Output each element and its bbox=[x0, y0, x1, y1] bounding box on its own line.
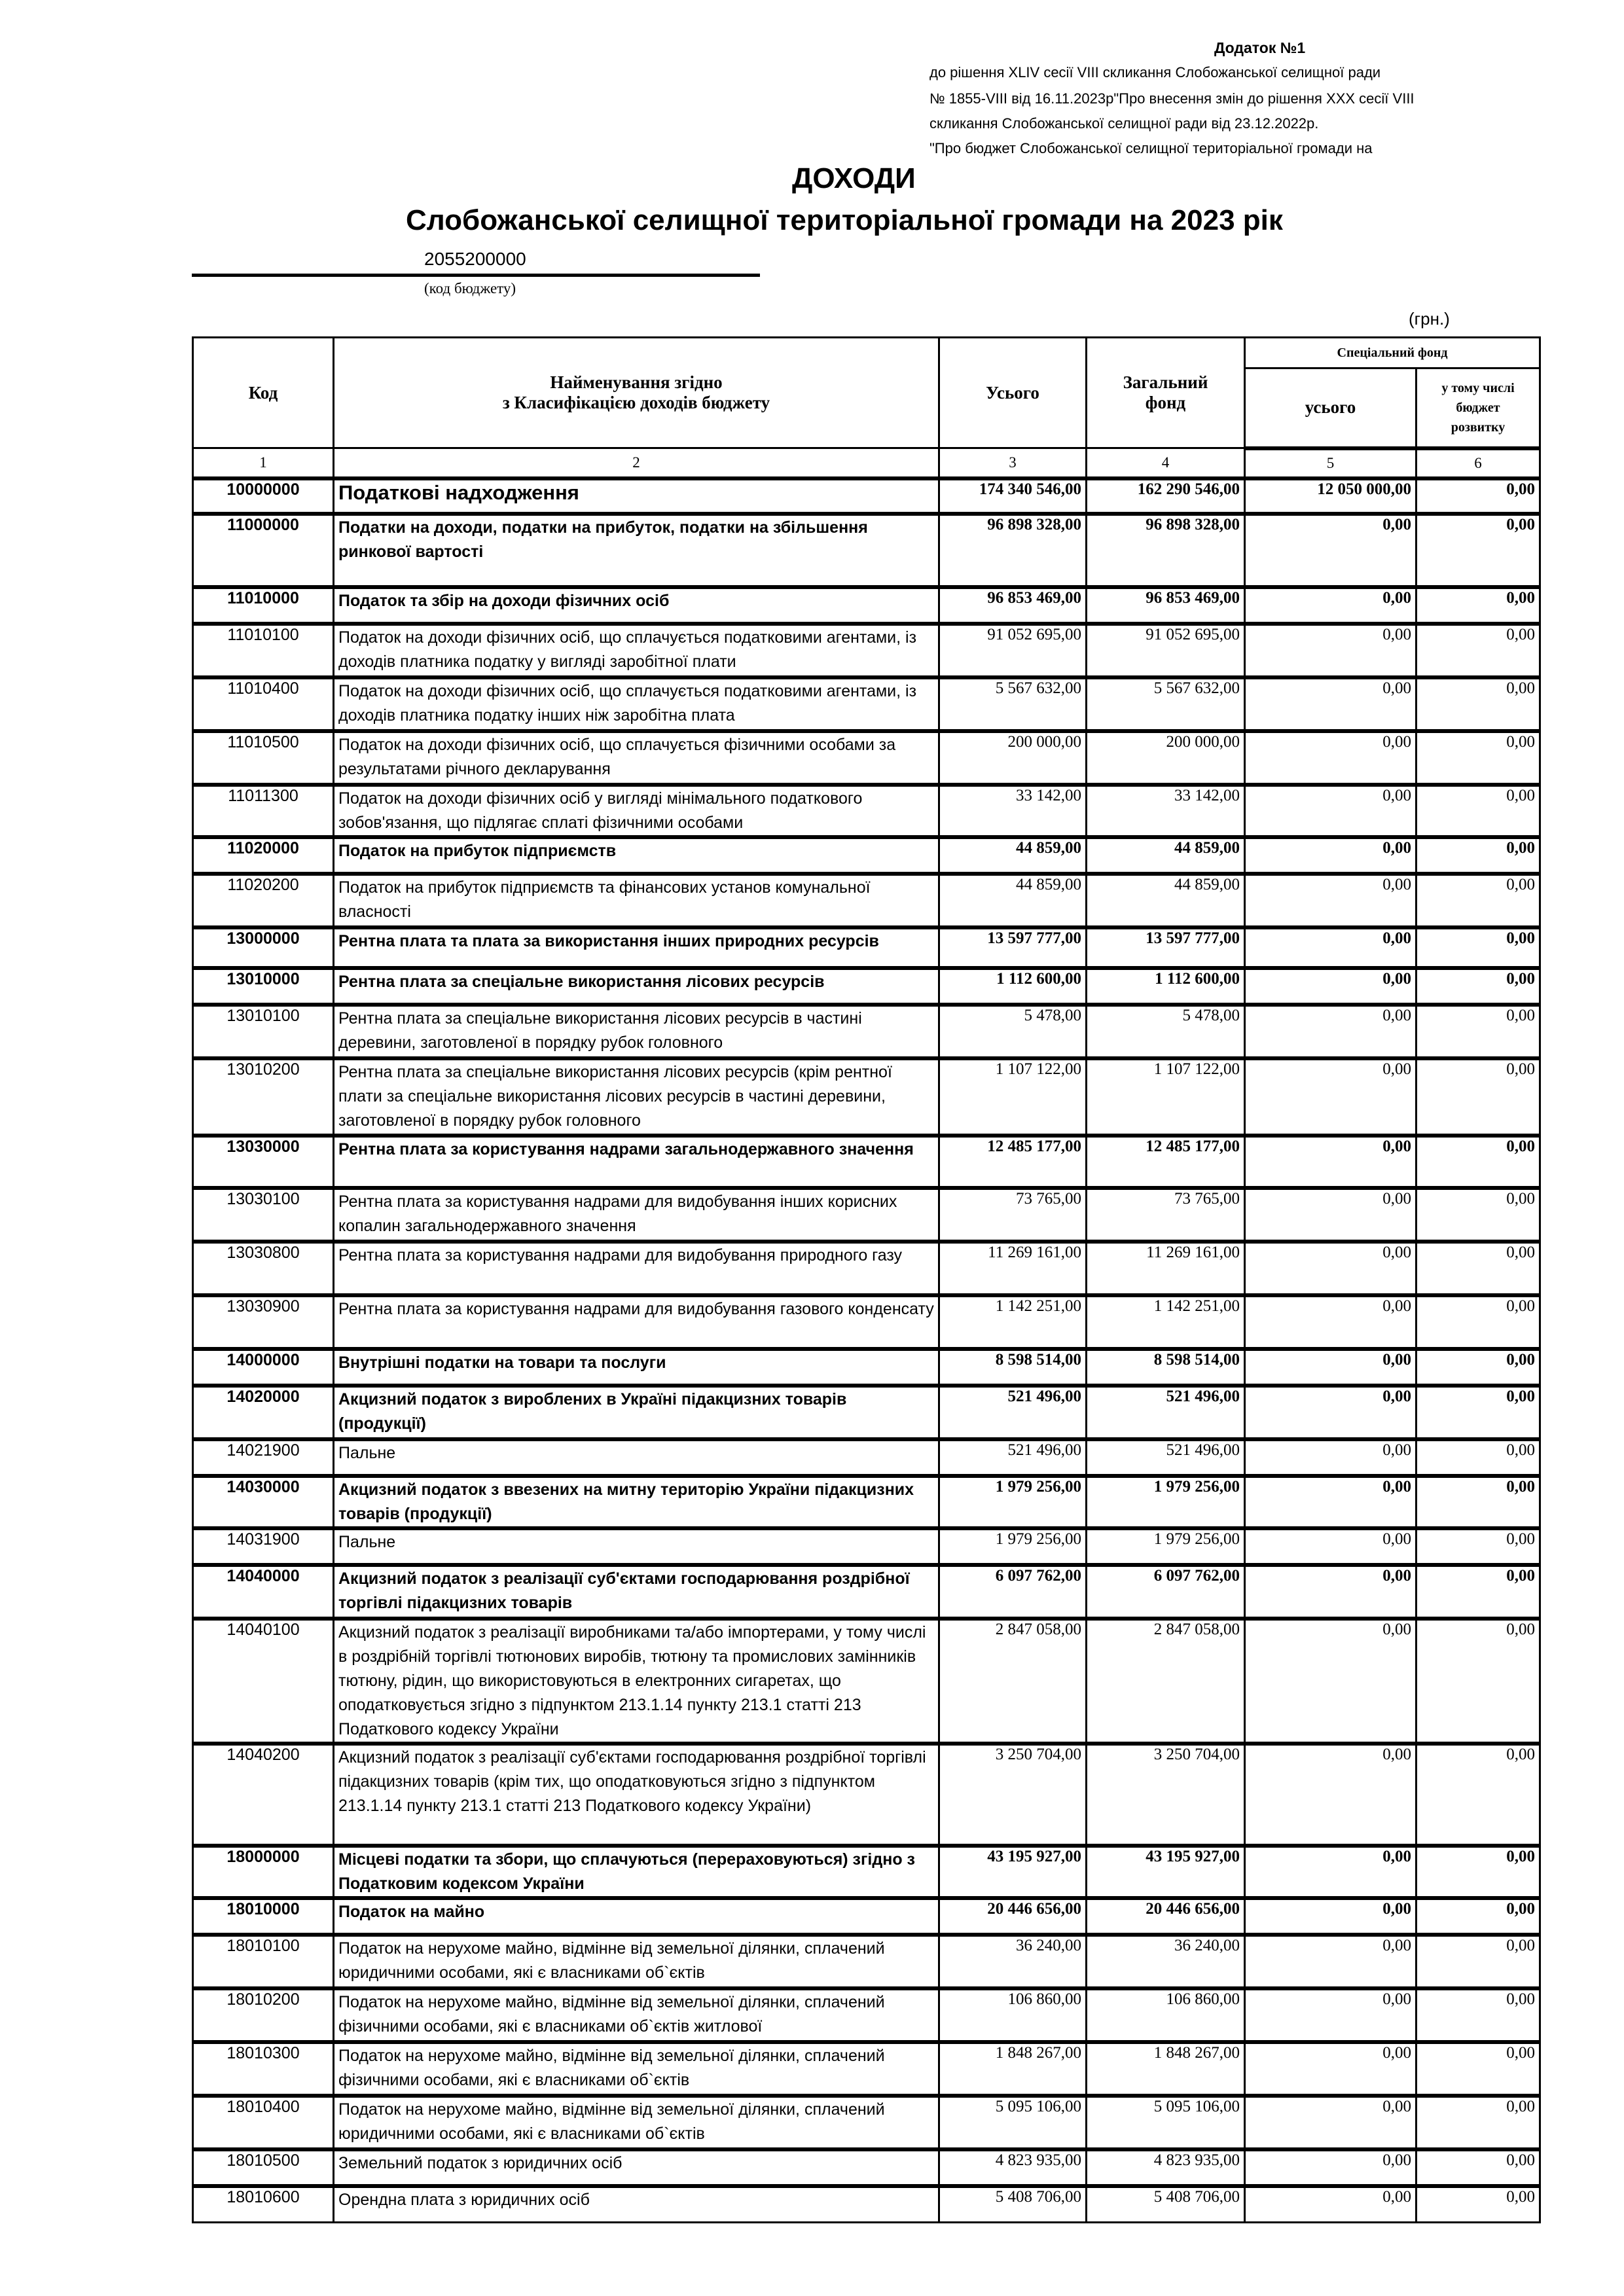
row-total: 43 195 927,00 bbox=[939, 1846, 1087, 1898]
table-row bbox=[193, 837, 1540, 874]
table-row bbox=[193, 1005, 1540, 1058]
row-name: Акцизний податок з реалізації виробниками та/або імпортерами, у тому числі в роздрібній торгівлі тютюнових виробів, тютюну та промислових замінників тютюну, рідин, що використовуються в електронних сигаретах, що оподатковується згідно з підпунктом 213.1.14 пункту 213.1 статті 213 Податкового кодексу України bbox=[334, 1619, 939, 1744]
row-general-fund: 44 859,00 bbox=[1087, 837, 1245, 874]
budget-code-underline bbox=[192, 274, 760, 277]
row-development-budget: 0,00 bbox=[1416, 624, 1540, 677]
table-row bbox=[193, 1935, 1540, 1988]
row-special-fund: 0,00 bbox=[1245, 677, 1416, 731]
table-row bbox=[193, 1188, 1540, 1242]
row-code: 14020000 bbox=[193, 1386, 334, 1439]
row-development-budget: 0,00 bbox=[1416, 1439, 1540, 1476]
table-row bbox=[193, 1242, 1540, 1295]
row-development-budget: 0,00 bbox=[1416, 1058, 1540, 1136]
table-row bbox=[193, 2186, 1540, 2223]
row-development-budget: 0,00 bbox=[1416, 1898, 1540, 1935]
row-code: 13030000 bbox=[193, 1136, 334, 1188]
table-row bbox=[193, 2096, 1540, 2149]
row-total: 5 408 706,00 bbox=[939, 2186, 1087, 2223]
row-special-fund: 0,00 bbox=[1245, 2042, 1416, 2096]
row-special-fund: 0,00 bbox=[1245, 1295, 1416, 1349]
table-row bbox=[193, 1349, 1540, 1386]
row-general-fund: 33 142,00 bbox=[1087, 785, 1245, 837]
row-code: 18010300 bbox=[193, 2042, 334, 2096]
row-special-fund: 0,00 bbox=[1245, 1744, 1416, 1846]
row-code: 14000000 bbox=[193, 1349, 334, 1386]
row-code: 14030000 bbox=[193, 1476, 334, 1528]
table-row bbox=[193, 1846, 1540, 1898]
row-development-budget: 0,00 bbox=[1416, 1619, 1540, 1744]
row-general-fund: 36 240,00 bbox=[1087, 1935, 1245, 1988]
row-total: 12 485 177,00 bbox=[939, 1136, 1087, 1188]
table-row bbox=[193, 587, 1540, 624]
row-name: Рентна плата за спеціальне використання лісових ресурсів bbox=[334, 968, 939, 1005]
row-name: Податок на прибуток підприємств та фінансових установ комунальної власності bbox=[334, 874, 939, 927]
revenue-table bbox=[192, 336, 1541, 2223]
row-development-budget: 0,00 bbox=[1416, 1242, 1540, 1295]
row-name: Рентна плата за користування надрами для видобування інших корисних копалин загальнодержавного значення bbox=[334, 1188, 939, 1242]
row-code: 11000000 bbox=[193, 514, 334, 587]
row-special-fund: 0,00 bbox=[1245, 587, 1416, 624]
table-row bbox=[193, 514, 1540, 587]
row-general-fund: 43 195 927,00 bbox=[1087, 1846, 1245, 1898]
header-name-line2: з Класифікацією доходів бюджету bbox=[502, 393, 770, 412]
row-development-budget: 0,00 bbox=[1416, 1935, 1540, 1988]
row-general-fund: 521 496,00 bbox=[1087, 1386, 1245, 1439]
row-general-fund: 5 478,00 bbox=[1087, 1005, 1245, 1058]
row-general-fund: 91 052 695,00 bbox=[1087, 624, 1245, 677]
table-row bbox=[193, 624, 1540, 677]
header-general-fund-line2: фонд bbox=[1145, 393, 1186, 412]
row-code: 14031900 bbox=[193, 1528, 334, 1565]
row-code: 13030100 bbox=[193, 1188, 334, 1242]
budget-code: 2055200000 bbox=[424, 249, 526, 269]
row-code: 11020200 bbox=[193, 874, 334, 927]
row-total: 1 142 251,00 bbox=[939, 1295, 1087, 1349]
row-development-budget: 0,00 bbox=[1416, 785, 1540, 837]
row-total: 5 095 106,00 bbox=[939, 2096, 1087, 2149]
header-name-line1: Найменування згідно bbox=[550, 372, 723, 392]
table-row bbox=[193, 1988, 1540, 2042]
row-special-fund: 0,00 bbox=[1245, 874, 1416, 927]
row-code: 13010100 bbox=[193, 1005, 334, 1058]
row-general-fund: 162 290 546,00 bbox=[1087, 478, 1245, 514]
row-total: 91 052 695,00 bbox=[939, 624, 1087, 677]
table-row bbox=[193, 1136, 1540, 1188]
row-development-budget: 0,00 bbox=[1416, 1528, 1540, 1565]
row-special-fund: 0,00 bbox=[1245, 1386, 1416, 1439]
row-name: Рентна плата за користування надрами для видобування природного газу bbox=[334, 1242, 939, 1295]
table-row bbox=[193, 1295, 1540, 1349]
table-row bbox=[193, 1476, 1540, 1528]
row-total: 96 898 328,00 bbox=[939, 514, 1087, 587]
header-development-budget bbox=[1416, 368, 1540, 448]
annex-line: "Про бюджет Слобожанської селищної територіальної громади на bbox=[929, 140, 1373, 156]
row-total: 36 240,00 bbox=[939, 1935, 1087, 1988]
row-general-fund: 5 408 706,00 bbox=[1087, 2186, 1245, 2223]
table-row bbox=[193, 927, 1540, 968]
row-total: 1 112 600,00 bbox=[939, 968, 1087, 1005]
header-dev-line1: у тому числі bbox=[1441, 380, 1515, 395]
row-special-fund: 0,00 bbox=[1245, 514, 1416, 587]
row-code: 14040200 bbox=[193, 1744, 334, 1846]
row-special-fund: 0,00 bbox=[1245, 1988, 1416, 2042]
table-row bbox=[193, 1439, 1540, 1476]
row-name: Земельний податок з юридичних осіб bbox=[334, 2149, 939, 2186]
column-number: 1 bbox=[193, 448, 334, 478]
header-dev-line2: бюджет bbox=[1456, 400, 1500, 415]
row-name: Пальне bbox=[334, 1439, 939, 1476]
row-development-budget: 0,00 bbox=[1416, 2096, 1540, 2149]
row-code: 18000000 bbox=[193, 1846, 334, 1898]
row-special-fund: 0,00 bbox=[1245, 2096, 1416, 2149]
row-total: 200 000,00 bbox=[939, 731, 1087, 785]
row-development-budget: 0,00 bbox=[1416, 2042, 1540, 2096]
row-name: Податок на прибуток підприємств bbox=[334, 837, 939, 874]
row-special-fund: 0,00 bbox=[1245, 1619, 1416, 1744]
row-code: 18010400 bbox=[193, 2096, 334, 2149]
row-development-budget: 0,00 bbox=[1416, 1005, 1540, 1058]
row-code: 10000000 bbox=[193, 478, 334, 514]
row-development-budget: 0,00 bbox=[1416, 1744, 1540, 1846]
row-total: 6 097 762,00 bbox=[939, 1565, 1087, 1619]
row-name: Рентна плата за спеціальне використання лісових ресурсів в частині деревини, заготовленої в порядку рубок головного bbox=[334, 1005, 939, 1058]
currency-unit: (грн.) bbox=[1409, 309, 1450, 329]
row-total: 5 478,00 bbox=[939, 1005, 1087, 1058]
row-name: Податкові надходження bbox=[334, 478, 939, 514]
row-special-fund: 0,00 bbox=[1245, 1005, 1416, 1058]
table-row bbox=[193, 1744, 1540, 1846]
row-development-budget: 0,00 bbox=[1416, 1565, 1540, 1619]
row-total: 3 250 704,00 bbox=[939, 1744, 1087, 1846]
row-general-fund: 1 848 267,00 bbox=[1087, 2042, 1245, 2096]
row-name: Місцеві податки та збори, що сплачуються (перераховуються) згідно з Податковим кодексом України bbox=[334, 1846, 939, 1898]
column-number: 6 bbox=[1416, 448, 1540, 478]
row-development-budget: 0,00 bbox=[1416, 478, 1540, 514]
row-code: 18010000 bbox=[193, 1898, 334, 1935]
row-special-fund: 0,00 bbox=[1245, 927, 1416, 968]
row-development-budget: 0,00 bbox=[1416, 1136, 1540, 1188]
table-row bbox=[193, 1619, 1540, 1744]
row-special-fund: 12 050 000,00 bbox=[1245, 478, 1416, 514]
row-special-fund: 0,00 bbox=[1245, 1565, 1416, 1619]
header-general-fund-line1: Загальний bbox=[1123, 372, 1208, 392]
row-special-fund: 0,00 bbox=[1245, 624, 1416, 677]
row-code: 18010200 bbox=[193, 1988, 334, 2042]
row-development-budget: 0,00 bbox=[1416, 1188, 1540, 1242]
row-development-budget: 0,00 bbox=[1416, 1476, 1540, 1528]
row-name: Рентна плата за спеціальне використання лісових ресурсів (крім рентної плати за спеціальне використання лісових ресурсів в частині деревини, заготовленої в порядку рубок головного bbox=[334, 1058, 939, 1136]
row-name: Податок на майно bbox=[334, 1898, 939, 1935]
table-row bbox=[193, 731, 1540, 785]
page-title: ДОХОДИ bbox=[792, 162, 916, 194]
row-special-fund: 0,00 bbox=[1245, 837, 1416, 874]
row-name: Податок на доходи фізичних осіб, що сплачується податковими агентами, із доходів платника податку у вигляді заробітної плати bbox=[334, 624, 939, 677]
header-name bbox=[334, 338, 939, 448]
table-row bbox=[193, 785, 1540, 837]
header-dev-line3: розвитку bbox=[1451, 420, 1506, 435]
row-name: Податок на нерухоме майно, відмінне від земельної ділянки, сплачений юридичними особами, які є власниками об`єктів bbox=[334, 2096, 939, 2149]
row-code: 11010100 bbox=[193, 624, 334, 677]
row-special-fund: 0,00 bbox=[1245, 968, 1416, 1005]
row-special-fund: 0,00 bbox=[1245, 1188, 1416, 1242]
row-code: 18010100 bbox=[193, 1935, 334, 1988]
row-code: 13000000 bbox=[193, 927, 334, 968]
row-development-budget: 0,00 bbox=[1416, 1295, 1540, 1349]
column-number: 2 bbox=[334, 448, 939, 478]
row-special-fund: 0,00 bbox=[1245, 1476, 1416, 1528]
row-total: 73 765,00 bbox=[939, 1188, 1087, 1242]
row-general-fund: 1 142 251,00 bbox=[1087, 1295, 1245, 1349]
row-total: 4 823 935,00 bbox=[939, 2149, 1087, 2186]
row-general-fund: 44 859,00 bbox=[1087, 874, 1245, 927]
header-special-total: усього bbox=[1245, 368, 1416, 448]
row-code: 18010500 bbox=[193, 2149, 334, 2186]
row-name: Акцизний податок з реалізації суб'єктами господарювання роздрібної торгівлі підакцизних товарів (крім тих, що оподатковуються згідно з підпунктом 213.1.14 пункту 213.1 статті 213 Податкового кодексу України) bbox=[334, 1744, 939, 1846]
row-development-budget: 0,00 bbox=[1416, 677, 1540, 731]
header-special-fund: Спеціальний фонд bbox=[1245, 338, 1540, 368]
column-number: 4 bbox=[1087, 448, 1245, 478]
row-development-budget: 0,00 bbox=[1416, 2186, 1540, 2223]
row-development-budget: 0,00 bbox=[1416, 837, 1540, 874]
row-total: 8 598 514,00 bbox=[939, 1349, 1087, 1386]
row-name: Акцизний податок з реалізації суб'єктами господарювання роздрібної торгівлі підакцизних товарів bbox=[334, 1565, 939, 1619]
row-special-fund: 0,00 bbox=[1245, 1439, 1416, 1476]
row-general-fund: 6 097 762,00 bbox=[1087, 1565, 1245, 1619]
row-general-fund: 1 979 256,00 bbox=[1087, 1528, 1245, 1565]
row-general-fund: 4 823 935,00 bbox=[1087, 2149, 1245, 2186]
row-general-fund: 1 107 122,00 bbox=[1087, 1058, 1245, 1136]
row-development-budget: 0,00 bbox=[1416, 2149, 1540, 2186]
row-name: Податок на нерухоме майно, відмінне від земельної ділянки, сплачений фізичними особами, які є власниками об`єктів bbox=[334, 2042, 939, 2096]
row-general-fund: 20 446 656,00 bbox=[1087, 1898, 1245, 1935]
row-total: 20 446 656,00 bbox=[939, 1898, 1087, 1935]
row-total: 13 597 777,00 bbox=[939, 927, 1087, 968]
row-general-fund: 5 567 632,00 bbox=[1087, 677, 1245, 731]
budget-code-label: (код бюджету) bbox=[424, 280, 516, 296]
annex-line: до рішення XLIV сесії VIII скликання Слобожанської селищної ради bbox=[929, 64, 1381, 81]
row-general-fund: 12 485 177,00 bbox=[1087, 1136, 1245, 1188]
table-row bbox=[193, 2042, 1540, 2096]
row-name: Акцизний податок з ввезених на митну територію України підакцизних товарів (продукції) bbox=[334, 1476, 939, 1528]
row-general-fund: 1 112 600,00 bbox=[1087, 968, 1245, 1005]
row-name: Податок на доходи фізичних осіб, що сплачується фізичними особами за результатами річного декларування bbox=[334, 731, 939, 785]
row-code: 11011300 bbox=[193, 785, 334, 837]
table-row bbox=[193, 1528, 1540, 1565]
page-subtitle: Слобожанської селищної територіальної громади на 2023 рік bbox=[406, 204, 1283, 236]
row-name: Пальне bbox=[334, 1528, 939, 1565]
row-code: 11020000 bbox=[193, 837, 334, 874]
row-development-budget: 0,00 bbox=[1416, 1386, 1540, 1439]
row-development-budget: 0,00 bbox=[1416, 927, 1540, 968]
row-code: 14021900 bbox=[193, 1439, 334, 1476]
row-development-budget: 0,00 bbox=[1416, 874, 1540, 927]
row-general-fund: 11 269 161,00 bbox=[1087, 1242, 1245, 1295]
row-code: 14040000 bbox=[193, 1565, 334, 1619]
row-total: 1 848 267,00 bbox=[939, 2042, 1087, 2096]
row-general-fund: 96 853 469,00 bbox=[1087, 587, 1245, 624]
row-name: Податки на доходи, податки на прибуток, податки на збільшення ринкової вартості bbox=[334, 514, 939, 587]
row-total: 33 142,00 bbox=[939, 785, 1087, 837]
row-general-fund: 3 250 704,00 bbox=[1087, 1744, 1245, 1846]
row-special-fund: 0,00 bbox=[1245, 1935, 1416, 1988]
table-row bbox=[193, 1565, 1540, 1619]
row-name: Рентна плата за користування надрами для видобування газового конденсату bbox=[334, 1295, 939, 1349]
row-special-fund: 0,00 bbox=[1245, 1349, 1416, 1386]
row-development-budget: 0,00 bbox=[1416, 968, 1540, 1005]
row-special-fund: 0,00 bbox=[1245, 1898, 1416, 1935]
table-row bbox=[193, 1386, 1540, 1439]
column-number: 5 bbox=[1245, 448, 1416, 478]
row-general-fund: 200 000,00 bbox=[1087, 731, 1245, 785]
annex-line: № 1855-VIII від 16.11.2023р"Про внесення змін до рішення XXX сесії VIII bbox=[929, 90, 1415, 107]
row-special-fund: 0,00 bbox=[1245, 2186, 1416, 2223]
row-special-fund: 0,00 bbox=[1245, 2149, 1416, 2186]
row-name: Рентна плата та плата за використання інших природних ресурсів bbox=[334, 927, 939, 968]
row-total: 96 853 469,00 bbox=[939, 587, 1087, 624]
row-general-fund: 1 979 256,00 bbox=[1087, 1476, 1245, 1528]
table-row bbox=[193, 874, 1540, 927]
row-name: Орендна плата з юридичних осіб bbox=[334, 2186, 939, 2223]
table-row bbox=[193, 478, 1540, 514]
row-code: 13030800 bbox=[193, 1242, 334, 1295]
row-special-fund: 0,00 bbox=[1245, 1136, 1416, 1188]
row-general-fund: 521 496,00 bbox=[1087, 1439, 1245, 1476]
header-code: Код bbox=[193, 338, 334, 448]
row-total: 2 847 058,00 bbox=[939, 1619, 1087, 1744]
row-code: 13010000 bbox=[193, 968, 334, 1005]
row-general-fund: 73 765,00 bbox=[1087, 1188, 1245, 1242]
table-row bbox=[193, 1058, 1540, 1136]
table-row bbox=[193, 1898, 1540, 1935]
row-name: Рентна плата за користування надрами загальнодержавного значення bbox=[334, 1136, 939, 1188]
row-special-fund: 0,00 bbox=[1245, 1058, 1416, 1136]
row-code: 13010200 bbox=[193, 1058, 334, 1136]
row-special-fund: 0,00 bbox=[1245, 1846, 1416, 1898]
row-development-budget: 0,00 bbox=[1416, 1349, 1540, 1386]
header-total: Усього bbox=[939, 338, 1087, 448]
row-code: 18010600 bbox=[193, 2186, 334, 2223]
row-development-budget: 0,00 bbox=[1416, 1846, 1540, 1898]
table-row bbox=[193, 2149, 1540, 2186]
header-general-fund bbox=[1087, 338, 1245, 448]
row-total: 11 269 161,00 bbox=[939, 1242, 1087, 1295]
row-general-fund: 8 598 514,00 bbox=[1087, 1349, 1245, 1386]
row-development-budget: 0,00 bbox=[1416, 1988, 1540, 2042]
row-code: 11010000 bbox=[193, 587, 334, 624]
row-development-budget: 0,00 bbox=[1416, 514, 1540, 587]
row-total: 1 979 256,00 bbox=[939, 1476, 1087, 1528]
table-body bbox=[193, 478, 1540, 2223]
annex-title: Додаток №1 bbox=[1214, 39, 1306, 56]
row-special-fund: 0,00 bbox=[1245, 731, 1416, 785]
row-name: Акцизний податок з вироблених в Україні підакцизних товарів (продукції) bbox=[334, 1386, 939, 1439]
row-special-fund: 0,00 bbox=[1245, 1242, 1416, 1295]
row-name: Податок та збір на доходи фізичних осіб bbox=[334, 587, 939, 624]
row-name: Внутрішні податки на товари та послуги bbox=[334, 1349, 939, 1386]
row-general-fund: 2 847 058,00 bbox=[1087, 1619, 1245, 1744]
row-general-fund: 5 095 106,00 bbox=[1087, 2096, 1245, 2149]
row-special-fund: 0,00 bbox=[1245, 1528, 1416, 1565]
table-row bbox=[193, 677, 1540, 731]
annex-line: скликання Слобожанської селищної ради від 23.12.2022р. bbox=[929, 115, 1319, 132]
row-name: Податок на нерухоме майно, відмінне від земельної ділянки, сплачений фізичними особами, які є власниками об`єктів житлової bbox=[334, 1988, 939, 2042]
row-general-fund: 106 860,00 bbox=[1087, 1988, 1245, 2042]
column-number: 3 bbox=[939, 448, 1087, 478]
row-general-fund: 96 898 328,00 bbox=[1087, 514, 1245, 587]
row-general-fund: 13 597 777,00 bbox=[1087, 927, 1245, 968]
row-name: Податок на нерухоме майно, відмінне від земельної ділянки, сплачений юридичними особами, які є власниками об`єктів bbox=[334, 1935, 939, 1988]
row-total: 174 340 546,00 bbox=[939, 478, 1087, 514]
row-name: Податок на доходи фізичних осіб у вигляді мінімального податкового зобов'язання, що підлягає сплаті фізичними особами bbox=[334, 785, 939, 837]
row-code: 11010500 bbox=[193, 731, 334, 785]
row-total: 44 859,00 bbox=[939, 837, 1087, 874]
row-total: 1 979 256,00 bbox=[939, 1528, 1087, 1565]
row-total: 1 107 122,00 bbox=[939, 1058, 1087, 1136]
row-special-fund: 0,00 bbox=[1245, 785, 1416, 837]
row-total: 5 567 632,00 bbox=[939, 677, 1087, 731]
row-code: 11010400 bbox=[193, 677, 334, 731]
row-code: 13030900 bbox=[193, 1295, 334, 1349]
row-name: Податок на доходи фізичних осіб, що сплачується податковими агентами, із доходів платника податку інших ніж заробітна плата bbox=[334, 677, 939, 731]
row-total: 521 496,00 bbox=[939, 1439, 1087, 1476]
row-development-budget: 0,00 bbox=[1416, 587, 1540, 624]
row-total: 44 859,00 bbox=[939, 874, 1087, 927]
row-total: 106 860,00 bbox=[939, 1988, 1087, 2042]
row-total: 521 496,00 bbox=[939, 1386, 1087, 1439]
table-row bbox=[193, 968, 1540, 1005]
row-code: 14040100 bbox=[193, 1619, 334, 1744]
row-development-budget: 0,00 bbox=[1416, 731, 1540, 785]
